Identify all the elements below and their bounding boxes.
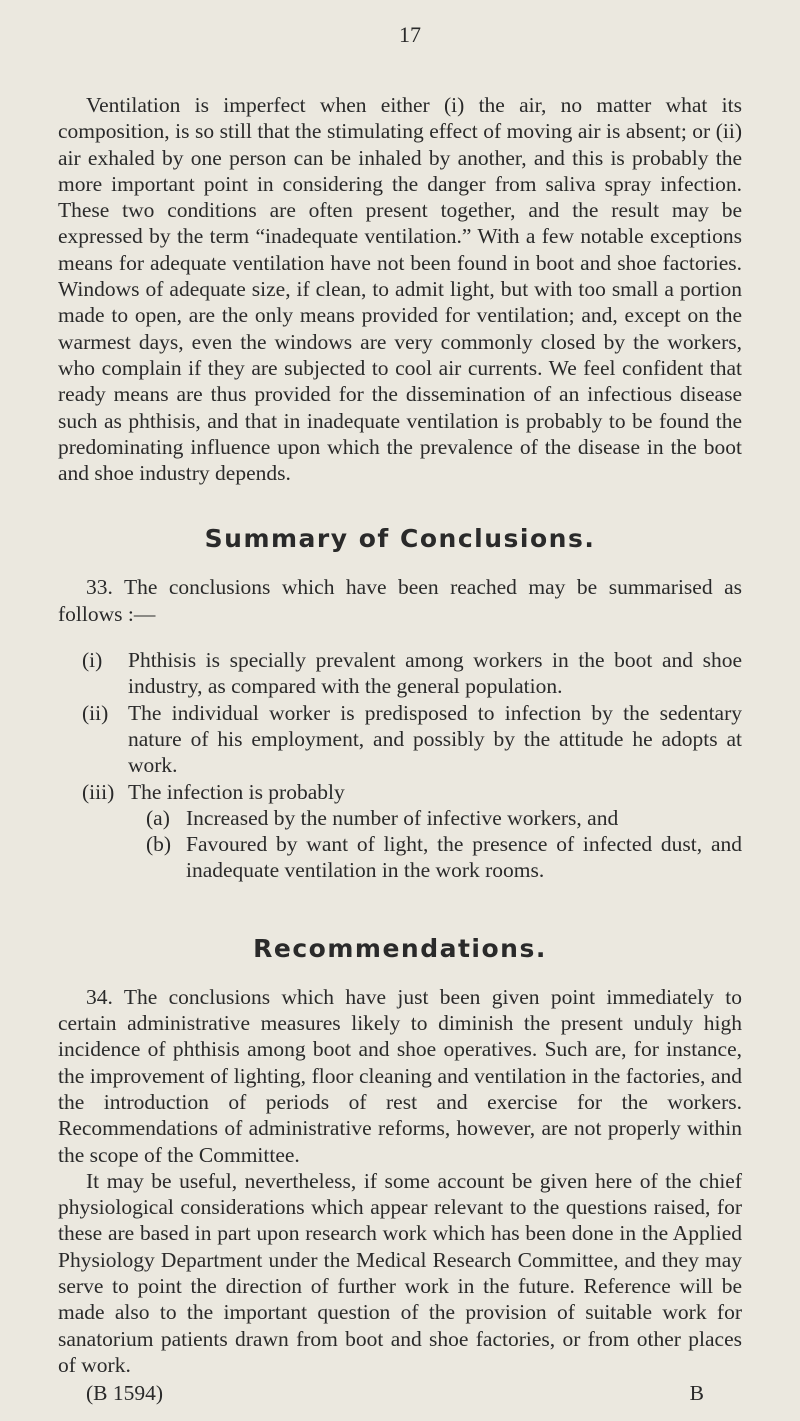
sub-list-item-marker: (b) <box>146 832 172 857</box>
list-item <box>58 700 742 779</box>
list-item <box>58 647 742 700</box>
sub-list-item-text: Favoured by want of light, the presence of infected dust, and inadequate ventilation in the work rooms. <box>186 832 742 883</box>
sub-list-item <box>58 805 742 831</box>
list-item-text: The infection is probably <box>128 779 345 804</box>
list-item-marker: (i) <box>82 648 103 673</box>
intro-paragraph: Ventilation is imperfect when either (i) the air, no matter what its composition, is so still that the stimulating effect of moving air is absent; or (ii) air exhaled by one person can be inhaled by another, and this is probably the more important point in considering the danger from saliva spray infection. These two conditions are often present together, and the result may be expressed by the term “inadequate ventilation.” With a few notable exceptions means for adequate ventilation have not been found in boot and shoe factories. Windows of adequate size, if clean, to admit light, but with too small a portion made to open, are the only means provided for ventilation; and, except on the warmest days, even the windows are very commonly closed by the workers, who complain if they are subjected to cool air currents. We feel confident that ready means are thus provided for the dissemination of an infectious disease such as phthisis, and that in inadequate ventilation is probably to be found the predominating influence upon which the prevalence of the disease in the boot and shoe industry depends. <box>58 93 742 486</box>
sub-list-item-marker: (a) <box>146 805 170 830</box>
sub-list-item <box>58 831 742 884</box>
recommendations-paragraph-1: 34. The conclusions which have just been given point immediately to certain administrative measures likely to diminish the present unduly high incidence of phthisis among boot and shoe operatives. Such are, for instance, the improvement of lighting, floor cleaning and ventilation in the factories, and the introduction of periods of rest and exercise for the workers. Recommendations of administrative reforms, however, are not properly within the scope of the Committee. <box>58 984 742 1167</box>
conclusions-list <box>58 647 742 884</box>
list-item-text: Phthisis is specially prevalent among workers in the boot and shoe industry, as compared with the general population. <box>128 648 742 699</box>
summary-heading: Summary of Conclusions. <box>204 524 596 554</box>
page-footer <box>58 1380 742 1406</box>
signature-mark: B <box>689 1381 704 1406</box>
recommendations-paragraph-2: It may be useful, nevertheless, if some account be given here of the chief physiological considerations which appear relevant to the questions raised, for these are based in part upon research work which has been done in the Applied Physiology Department under the Medical Research Committee, and they may serve to point the direction of further work in the future. Reference will be made also to the important question of the provision of suitable work for sanatorium patients drawn from boot and shoe factories, or from other places of work. <box>58 1168 742 1377</box>
list-item <box>58 779 742 805</box>
list-item-text: The individual worker is predisposed to infection by the sedentary nature of his employment, and possibly by the attitude he adopts at work. <box>128 700 742 778</box>
sub-list-item-text: Increased by the number of infective workers, and <box>186 805 619 830</box>
list-item-marker: (iii) <box>82 779 115 804</box>
print-code: (B 1594) <box>86 1381 164 1406</box>
recommendations-heading: Recommendations. <box>253 933 547 963</box>
list-item-marker: (ii) <box>82 700 109 725</box>
summary-paragraph: 33. The conclusions which have been reached may be summarised as follows :— <box>58 575 742 626</box>
page-number: 17 <box>399 22 421 47</box>
